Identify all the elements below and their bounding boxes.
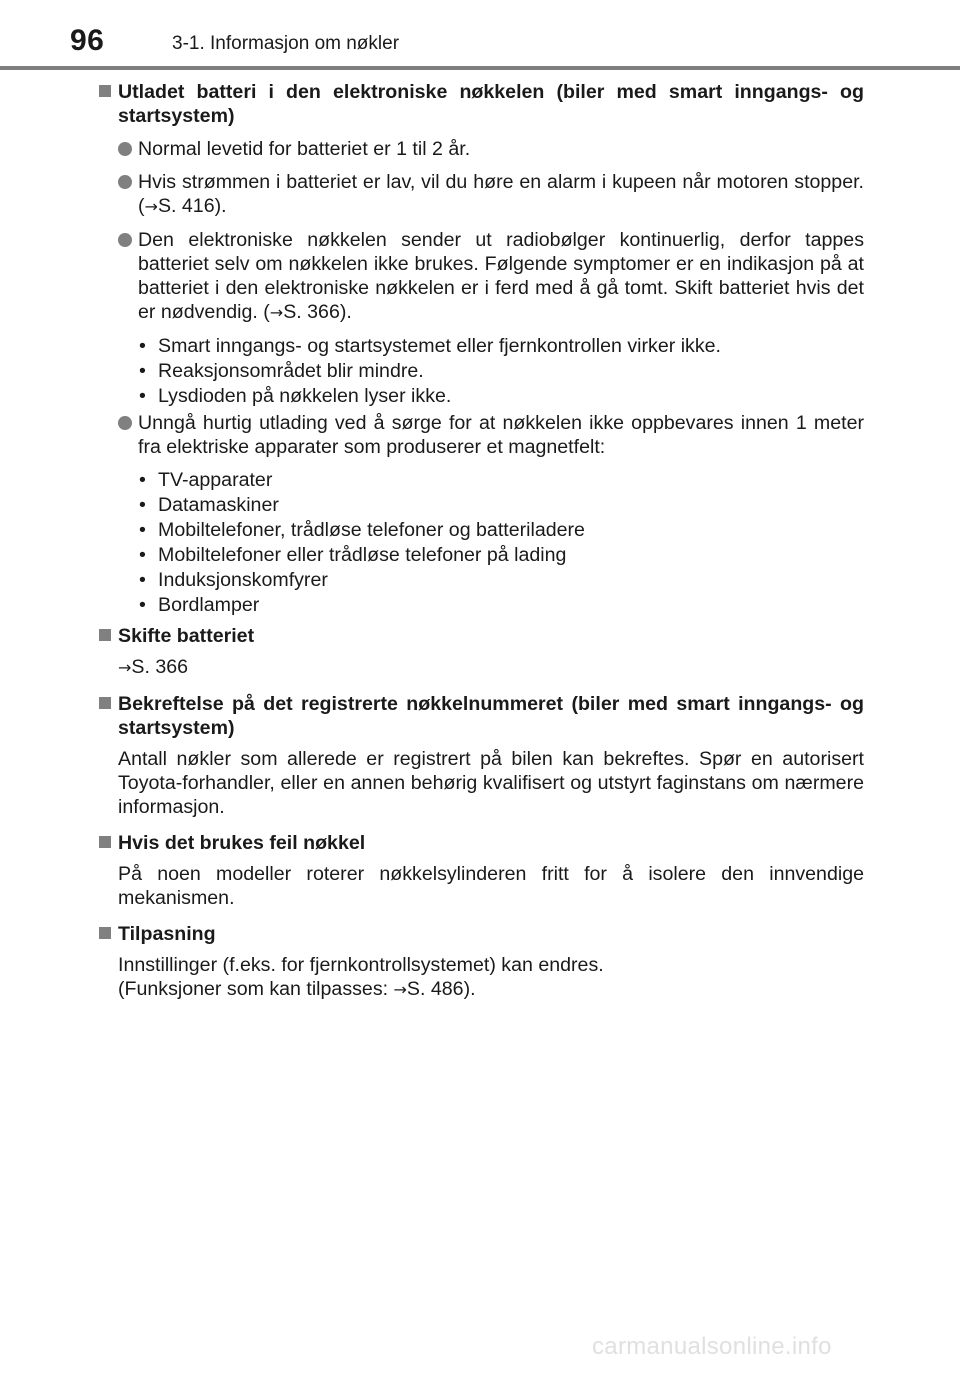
section-heading	[98, 80, 864, 128]
header-divider	[0, 66, 960, 70]
section-heading-text: Tilpasning	[118, 923, 216, 945]
paragraph-line: Innstillinger (f.eks. for fjernkontrollsystemet) kan endres.	[118, 954, 604, 976]
page-number: 96	[70, 24, 105, 57]
section-heading	[98, 692, 864, 740]
circle-bullet-icon	[118, 142, 132, 156]
page-reference: S. 486	[406, 978, 464, 1000]
list-item: • Bordlamper	[98, 593, 864, 618]
right-arrow-icon: →	[393, 980, 407, 999]
circle-bullet-icon	[118, 233, 132, 247]
section-heading-text: Hvis det brukes feil nøkkel	[118, 832, 366, 854]
section-heading	[98, 922, 864, 946]
bullet-text: Hvis strømmen i batteriet er lav, vil du høre en alarm i kupeen når motoren stopper. (	[138, 171, 864, 217]
bullet-text: Unngå hurtig utlading ved å sørge for at nøkkelen ikke oppbevares innen 1 meter fra elektriske apparater som produserer et magnetfelt:	[138, 412, 864, 458]
page-reference: S. 366	[283, 301, 340, 323]
list-item: • Smart inngangs- og startsystemet eller fjernkontrollen virker ikke.	[98, 334, 864, 359]
square-bullet-icon	[99, 629, 111, 641]
symptom-list	[98, 334, 864, 409]
list-item: • TV-apparater	[98, 468, 864, 493]
section-battery	[98, 80, 864, 618]
bullet-item	[98, 170, 864, 219]
right-arrow-icon: →	[144, 197, 158, 216]
right-arrow-icon: →	[269, 303, 284, 322]
section-replace-battery	[98, 624, 864, 680]
right-arrow-icon: →	[118, 658, 132, 677]
watermark-logo: carmanualsonline.info	[592, 1333, 832, 1360]
list-item: • Datamaskiner	[98, 493, 864, 518]
page-reference: S. 366	[131, 656, 189, 678]
section-heading-text: Utladet batteri i den elektroniske nøkkelen (biler med smart inngangs- og startsystem)	[118, 81, 864, 127]
paragraph-line: (Funksjoner som kan tilpasses:	[118, 978, 394, 1000]
paragraph-line-end: ).	[463, 978, 476, 1000]
chapter-title: 3-1. Informasjon om nøkler	[172, 33, 400, 54]
bullet-text: Normal levetid for batteriet er 1 til 2 år.	[138, 138, 471, 160]
square-bullet-icon	[99, 697, 111, 709]
section-heading	[98, 831, 864, 855]
section-paragraph	[98, 953, 864, 1002]
page-reference: S. 416	[157, 195, 215, 217]
page-reference-line	[98, 655, 864, 680]
circle-bullet-icon	[118, 416, 132, 430]
section-heading	[98, 624, 864, 648]
page-content	[98, 80, 864, 1002]
list-item: • Lysdioden på nøkkelen lyser ikke.	[98, 384, 864, 409]
section-heading-text: Skifte batteriet	[118, 625, 255, 647]
device-list	[98, 468, 864, 618]
bullet-text: Den elektroniske nøkkelen sender ut radiobølger kontinuerlig, derfor tappes batteriet selv om nøkkelen ikke brukes. Følgende symptomer er en indikasjon på at batteriet i den elektroniske nøkkelen er i ferd med å gå tomt. Skift batteriet hvis det er nødvendig. (	[138, 229, 864, 323]
bullet-text-end: ).	[339, 301, 352, 323]
bullet-item	[98, 228, 864, 325]
bullet-text-end: ).	[214, 195, 227, 217]
list-item: • Induksjonskomfyrer	[98, 568, 864, 593]
section-paragraph: Antall nøkler som allerede er registrert på bilen kan bekreftes. Spør en autorisert Toyota-forhandler, eller en annen behørig kvalifisert og utstyrt faginstans om nærmere informasjon.	[118, 748, 864, 818]
section-heading-text: Bekreftelse på det registrerte nøkkelnummeret (biler med smart inngangs- og startsystem)	[118, 693, 864, 739]
section-customization	[98, 922, 864, 1002]
square-bullet-icon	[99, 85, 111, 97]
section-wrong-key	[98, 831, 864, 910]
section-paragraph: På noen modeller roterer nøkkelsylinderen fritt for å isolere den innvendige mekanismen.	[118, 863, 864, 909]
section-key-number	[98, 692, 864, 819]
list-item: • Reaksjonsområdet blir mindre.	[98, 359, 864, 384]
list-item: • Mobiltelefoner eller trådløse telefoner på lading	[98, 543, 864, 568]
bullet-item	[98, 137, 864, 161]
square-bullet-icon	[99, 927, 111, 939]
bullet-item	[98, 411, 864, 459]
square-bullet-icon	[99, 836, 111, 848]
list-item: • Mobiltelefoner, trådløse telefoner og batteriladere	[98, 518, 864, 543]
circle-bullet-icon	[118, 175, 132, 189]
